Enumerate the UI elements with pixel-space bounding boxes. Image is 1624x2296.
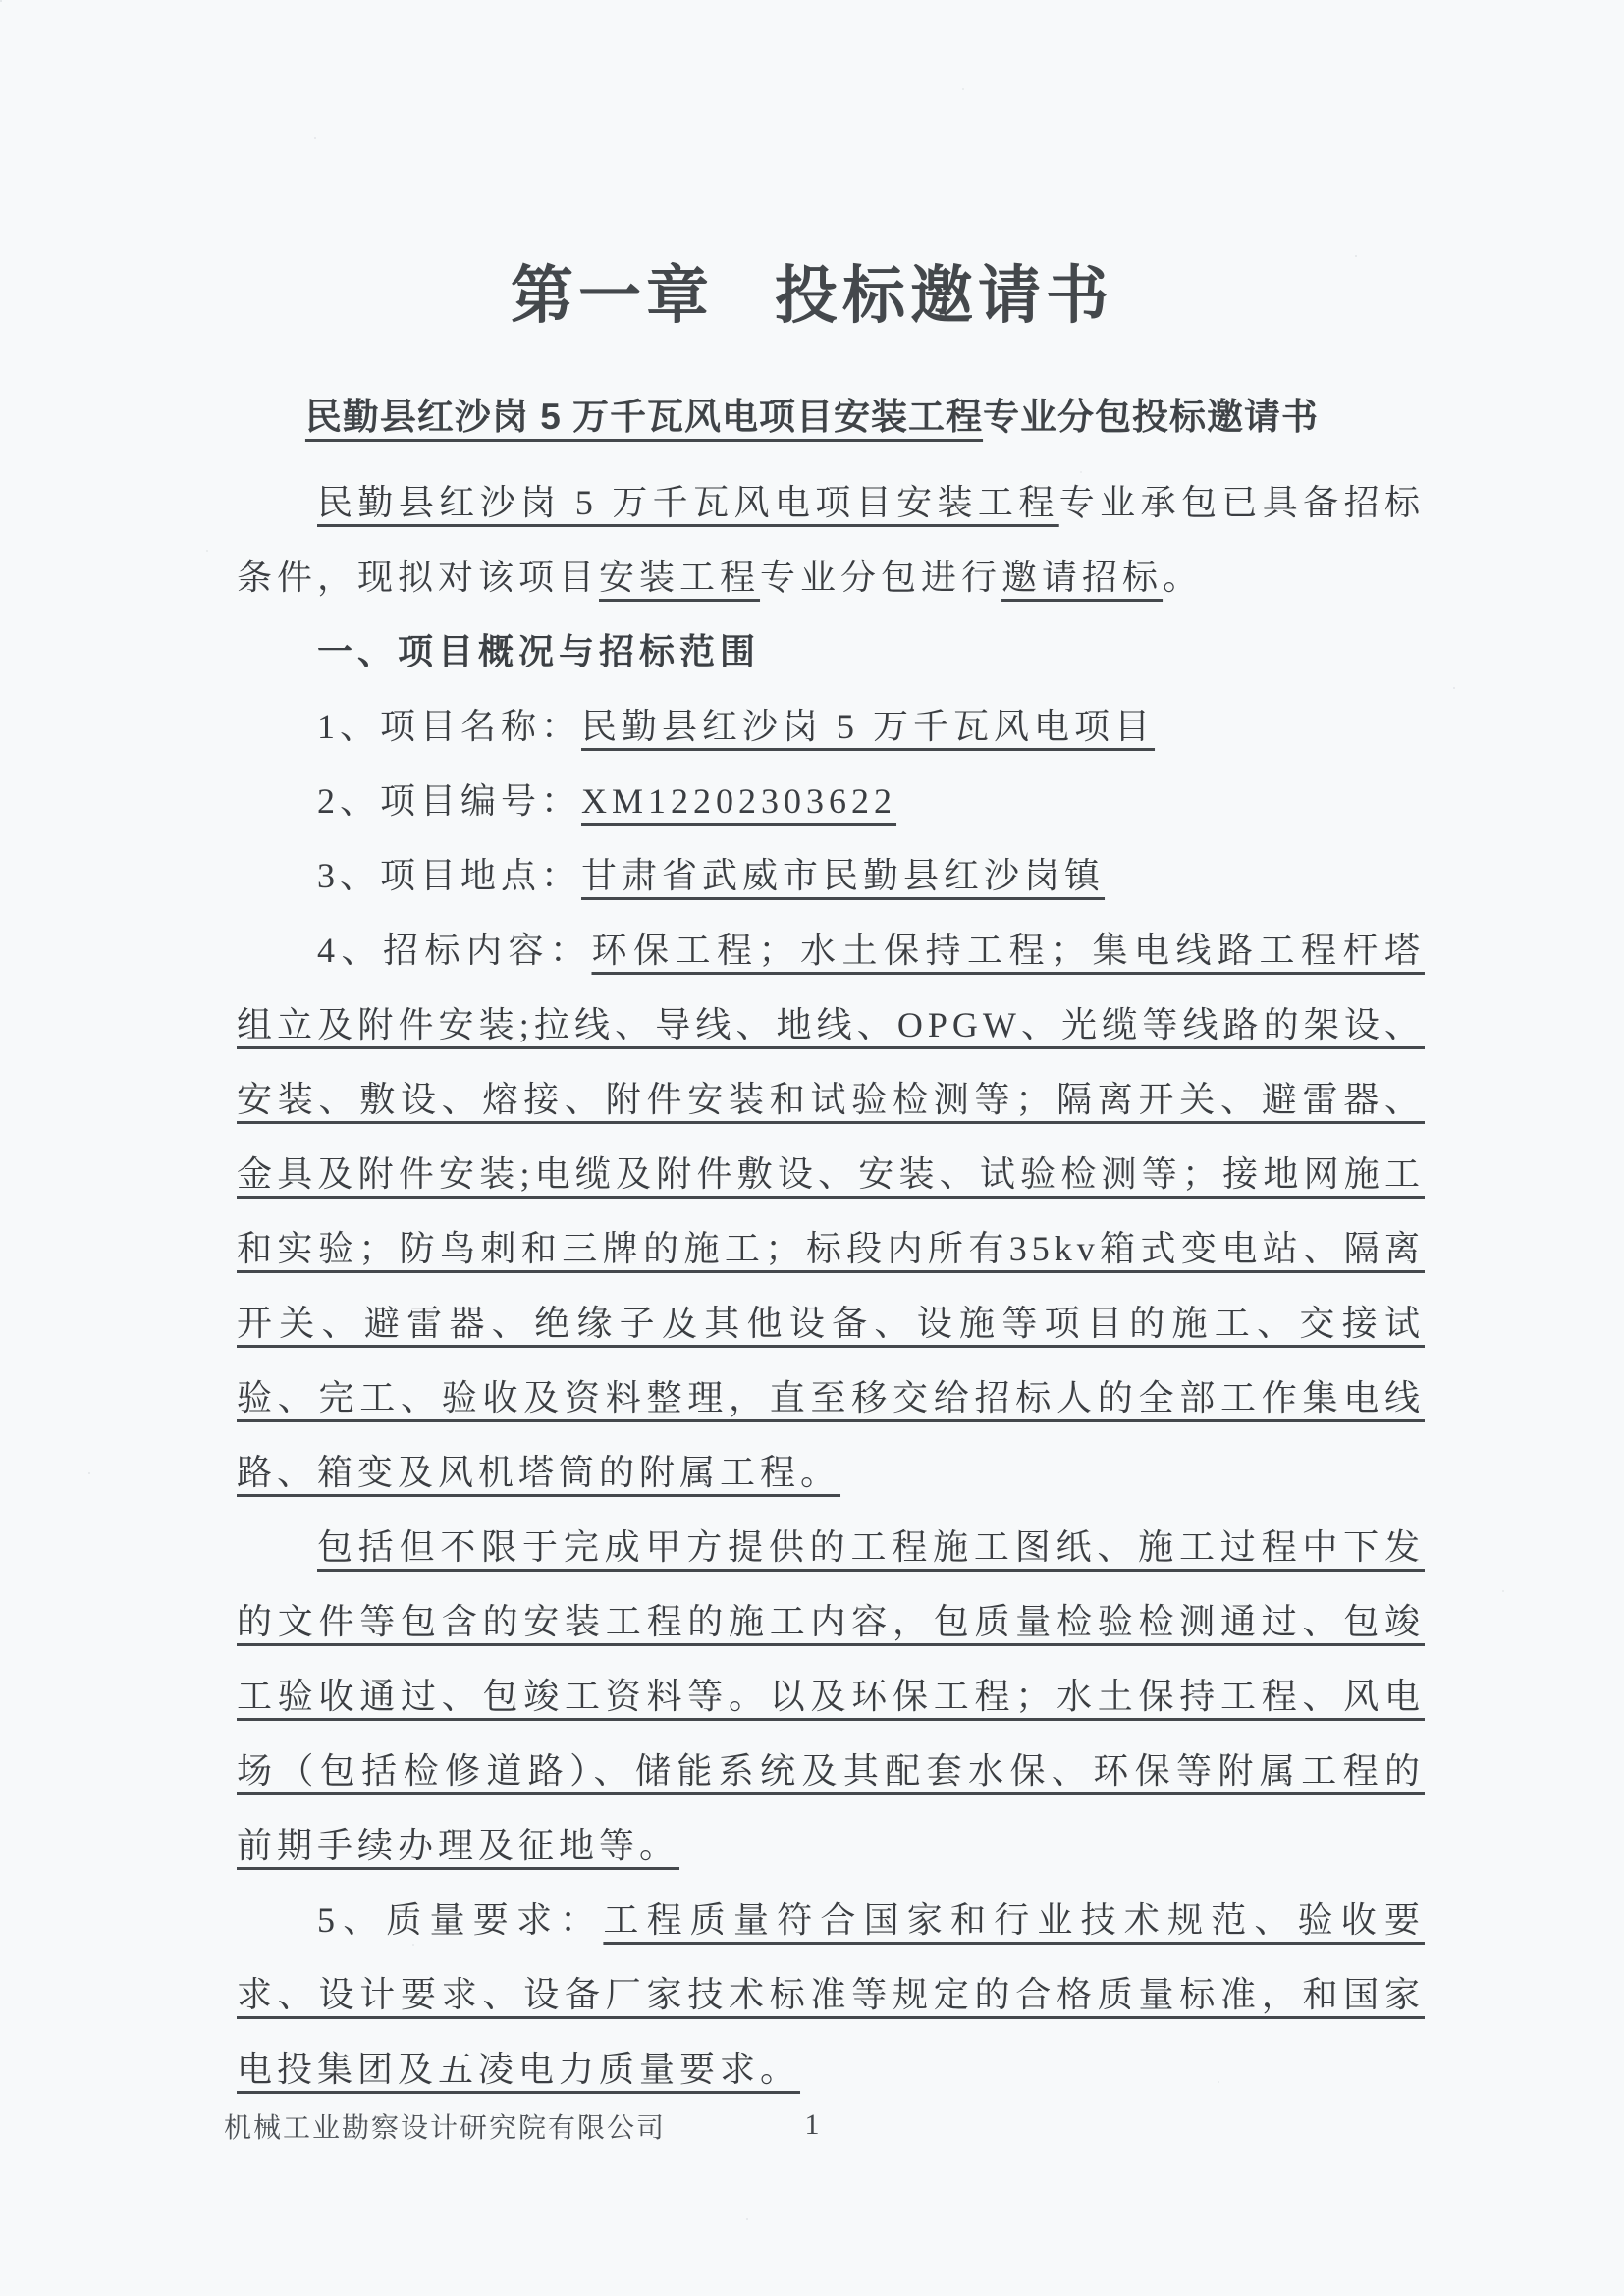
underlined-text-segment: 民勤县红沙岗 5 万千瓦风电项目安装工程	[317, 483, 1059, 522]
item-tender-content	[237, 913, 1425, 1510]
scope-text: 包括但不限于完成甲方提供的工程施工图纸、施工过程中下发的文件等包含的安装工程的施工内容，包质量检验检测通过、包竣工验收通过、包竣工资料等。以及环保工程；水土保持工程、风电场（包括检修道路）、储能系统及其配套水保、环保等附属工程的前期手续办理及征地等。	[237, 1527, 1425, 1865]
item-project-name	[237, 689, 1425, 764]
item-label: 4、招标内容：	[317, 931, 592, 970]
subtitle-underlined-text: 民勤县红沙岗 5 万千瓦风电项目安装工程	[304, 397, 984, 437]
item-label: 3、项目地点：	[317, 856, 582, 895]
chapter-title	[0, 245, 1624, 336]
item-value: XM12202303622	[581, 781, 897, 821]
item-project-location	[237, 838, 1425, 913]
text-segment: 专业承包已具备招标条件，现拟对该项目	[237, 483, 1425, 597]
document-body	[237, 465, 1425, 2107]
item-value: 工程质量符合国家和行业技术规范、验收要求、设计要求、设备厂家技术标准等规定的合格质量标准，和国家电投集团及五凌电力质量要求。	[237, 1900, 1425, 2089]
section-heading: 一、项目概况与招标范围	[317, 631, 761, 671]
intro-paragraph	[237, 465, 1425, 614]
footer-company-name: 机械工业勘察设计研究院有限公司	[224, 2112, 667, 2143]
underlined-text-segment: 安装工程	[599, 558, 761, 597]
item-value: 民勤县红沙岗 5 万千瓦风电项目	[581, 707, 1156, 746]
item-value: 环保工程；水土保持工程；集电线路工程杆塔组立及附件安装;拉线、导线、地线、OPGW、光缆等线路的架设、安装、敷设、熔接、附件安装和试验检测等；隔离开关、避雷器、金具及附件安装;电缆及附件敷设、安装、试验检测等；接地网施工和实验；防鸟刺和三牌的施工；标段内所有35kv箱式变电站、隔离开关、避雷器、绝缘子及其他设备、设施等项目的施工、交接试验、完工、验收及资料整理，直至移交给招标人的全部工作集电线路、箱变及风机塔筒的附属工程。	[237, 931, 1425, 1492]
item-label: 5、质量要求：	[317, 1900, 604, 1940]
item-value: 甘肃省武威市民勤县红沙岗镇	[581, 856, 1106, 895]
page-number: 1	[804, 2109, 820, 2141]
scan-noise	[0, 0, 2, 2]
text-segment: 专业分包进行	[760, 558, 1002, 597]
item-label: 2、项目编号：	[317, 781, 582, 821]
underlined-text-segment: 邀请招标	[1001, 558, 1164, 597]
chapter-number: 第一章	[511, 260, 714, 331]
item-label: 1、项目名称：	[317, 707, 582, 746]
item-project-number	[237, 764, 1425, 838]
subtitle-plain-text: 专业分包投标邀请书	[983, 397, 1320, 437]
document-subtitle	[218, 387, 1406, 440]
scope-paragraph	[237, 1510, 1425, 1883]
item-quality-requirements	[237, 1883, 1425, 2107]
chapter-name: 投标邀请书	[775, 260, 1113, 331]
text-segment: 。	[1163, 558, 1204, 597]
